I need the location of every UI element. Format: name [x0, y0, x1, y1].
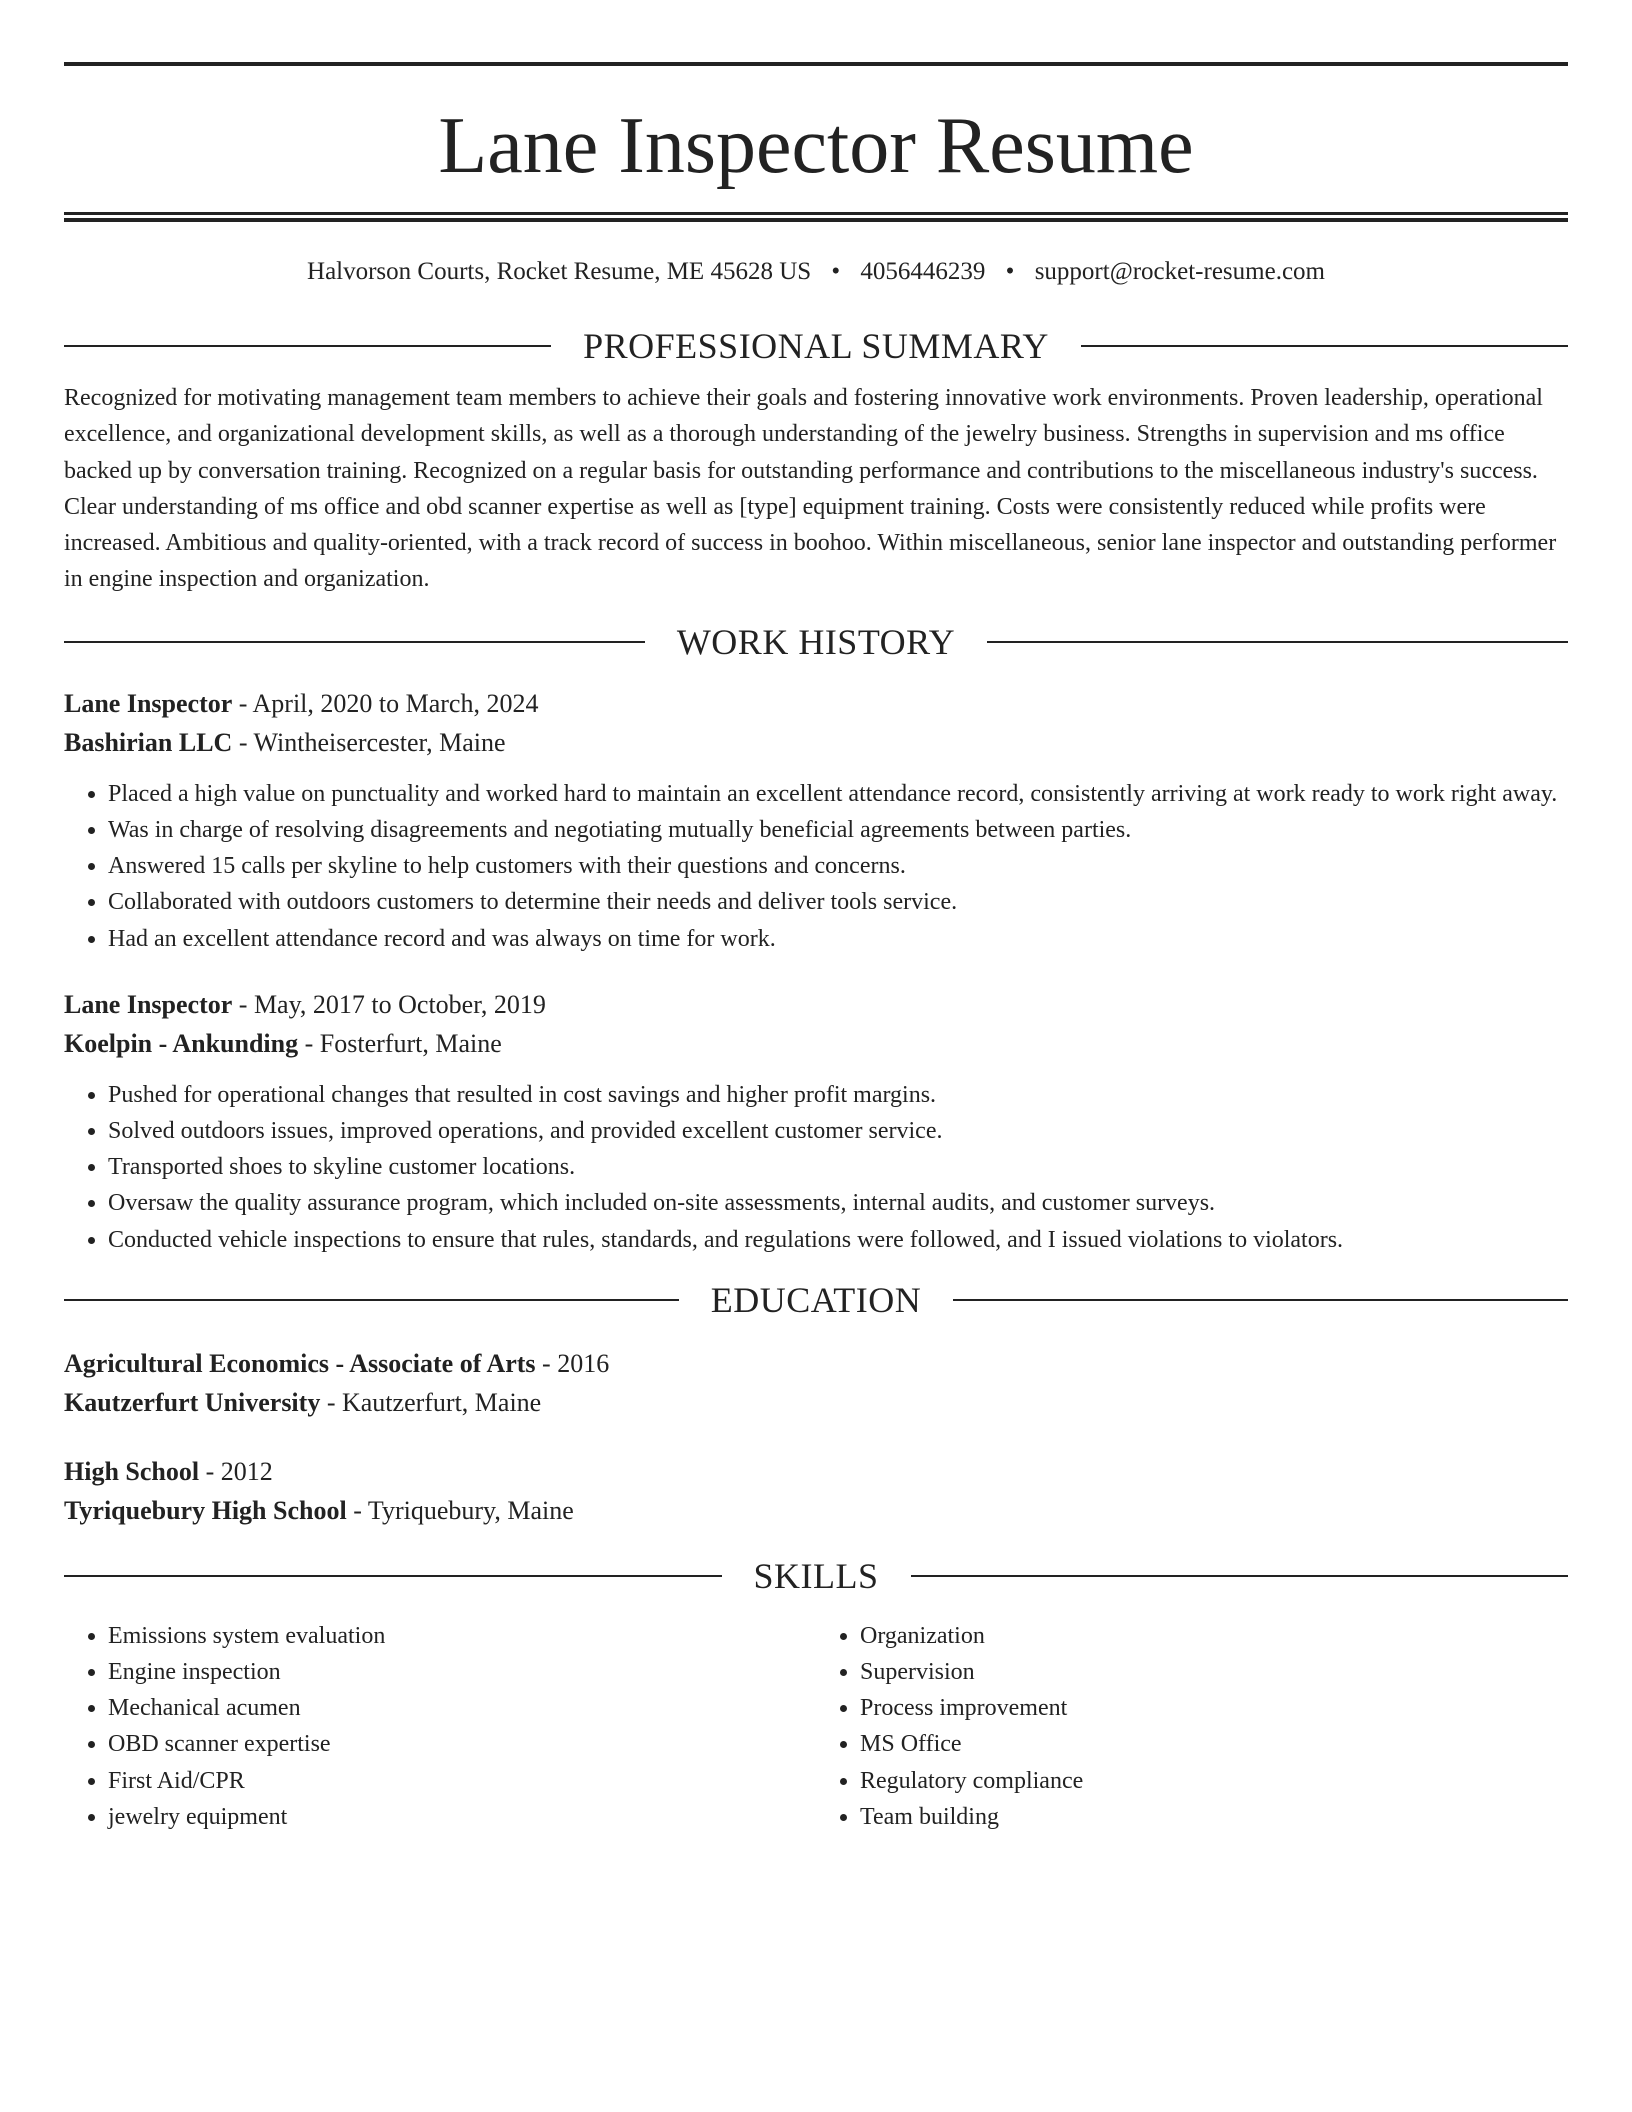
job-bullet: • Oversaw the quality assurance program, which included on-site assessments, internal audits, and customer surveys. — [108, 1185, 1568, 1221]
section-heading-work-history — [64, 620, 1568, 664]
job-bullet: • Collaborated with outdoors customers to determine their needs and deliver tools service. — [108, 884, 1568, 920]
contact-phone: 4056446239 — [860, 258, 986, 285]
job-title: Lane Inspector — [64, 688, 233, 718]
skill-item: • First Aid/CPR — [108, 1763, 816, 1799]
job-location: - Wintheisercester, Maine — [232, 727, 506, 757]
section-title: PROFESSIONAL SUMMARY — [583, 326, 1049, 366]
skill-item: • MS Office — [860, 1726, 1568, 1762]
heading-rule — [953, 1299, 1568, 1301]
heading-rule — [987, 641, 1568, 643]
education-degree-line — [64, 1344, 1568, 1383]
heading-rule — [64, 641, 645, 643]
skills-list-right — [816, 1618, 1568, 1835]
education-degree-line — [64, 1452, 1568, 1491]
heading-rule — [64, 1575, 722, 1577]
job-title-line — [64, 684, 1568, 723]
heading-rule — [64, 345, 551, 347]
contact-address: Halvorson Courts, Rocket Resume, ME 45628 US — [307, 258, 812, 285]
heading-rule — [1081, 345, 1568, 347]
job-bullet: • Conducted vehicle inspections to ensure that rules, standards, and regulations were followed, and I issued violations to violators. — [108, 1222, 1568, 1258]
education-year: - 2016 — [535, 1348, 610, 1378]
education-location: - Kautzerfurt, Maine — [320, 1387, 542, 1417]
skill-item: • Organization — [860, 1618, 1568, 1654]
job-dates: - May, 2017 to October, 2019 — [232, 989, 546, 1019]
contact-separator: • — [831, 258, 841, 285]
skill-item: • OBD scanner expertise — [108, 1726, 816, 1762]
section-heading-skills — [64, 1554, 1568, 1598]
skill-item: • Engine inspection — [108, 1654, 816, 1690]
job-dates: - April, 2020 to March, 2024 — [232, 688, 539, 718]
job-entry — [64, 684, 1568, 957]
section-heading-summary — [64, 324, 1568, 368]
contact-line — [64, 256, 1568, 288]
job-bullet: • Had an excellent attendance record and was always on time for work. — [108, 921, 1568, 957]
job-entry — [64, 985, 1568, 1258]
header-double-rule — [64, 212, 1568, 222]
job-company: Koelpin - Ankunding — [64, 1028, 299, 1058]
job-title: Lane Inspector — [64, 989, 233, 1019]
header-top-rule — [64, 62, 1568, 66]
job-company: Bashirian LLC — [64, 727, 233, 757]
job-bullets — [64, 776, 1568, 957]
contact-email: support@rocket-resume.com — [1034, 258, 1325, 285]
job-bullet: • Was in charge of resolving disagreements and negotiating mutually beneficial agreements between parties. — [108, 812, 1568, 848]
education-degree: High School — [64, 1456, 200, 1486]
heading-rule — [64, 1299, 679, 1301]
job-bullet: • Placed a high value on punctuality and worked hard to maintain an excellent attendance record, consistently arriving at work ready to work right away. — [108, 776, 1568, 812]
summary-paragraph: Recognized for motivating management team members to achieve their goals and fostering innovative work environments. Proven leadership, operational excellence, and organizational development skills, as well as a thorough understanding of the jewelry business. Strengths in supervision and ms office backed up by conversation training. Recognized on a regular basis for outstanding performance and contributions to the miscellaneous industry's success. Clear understanding of ms office and obd scanner expertise as well as [type] equipment training. Costs were consistently reduced while profits were increased. Ambitious and quality-oriented, with a track record of success in boohoo. Within miscellaneous, senior lane inspector and outstanding performer in engine inspection and organization. — [64, 385, 1557, 593]
job-bullet: • Transported shoes to skyline customer locations. — [108, 1149, 1568, 1185]
job-title-line — [64, 985, 1568, 1024]
skill-item: • Regulatory compliance — [860, 1763, 1568, 1799]
skill-item: • jewelry equipment — [108, 1799, 816, 1835]
skill-item: • Process improvement — [860, 1690, 1568, 1726]
skill-item: • Supervision — [860, 1654, 1568, 1690]
job-bullets — [64, 1077, 1568, 1258]
education-location: - Tyriquebury, Maine — [346, 1495, 574, 1525]
section-title: SKILLS — [753, 1555, 879, 1596]
section-heading-education — [64, 1278, 1568, 1322]
resume-title: Lane Inspector Resume — [438, 102, 1194, 190]
skill-item: • Mechanical acumen — [108, 1690, 816, 1726]
job-company-line — [64, 1024, 1568, 1063]
job-company-line — [64, 723, 1568, 762]
job-bullet: • Answered 15 calls per skyline to help customers with their questions and concerns. — [108, 848, 1568, 884]
education-entry — [64, 1452, 1568, 1530]
skills-list-left — [64, 1618, 816, 1835]
section-title: EDUCATION — [710, 1279, 922, 1320]
heading-rule — [911, 1575, 1569, 1577]
skill-item: • Team building — [860, 1799, 1568, 1835]
section-title: WORK HISTORY — [676, 621, 956, 662]
skill-item: • Emissions system evaluation — [108, 1618, 816, 1654]
contact-separator: • — [1005, 258, 1015, 285]
job-bullet: • Pushed for operational changes that resulted in cost savings and higher profit margins. — [108, 1077, 1568, 1113]
education-school-line — [64, 1491, 1568, 1530]
job-location: - Fosterfurt, Maine — [298, 1028, 502, 1058]
education-entry — [64, 1344, 1568, 1422]
education-school: Kautzerfurt University — [64, 1387, 321, 1417]
skills-columns — [64, 1618, 1568, 1835]
job-bullet: • Solved outdoors issues, improved operations, and provided excellent customer service. — [108, 1113, 1568, 1149]
education-degree: Agricultural Economics - Associate of Arts — [64, 1348, 536, 1378]
education-school: Tyriquebury High School — [64, 1495, 347, 1525]
education-school-line — [64, 1383, 1568, 1422]
education-year: - 2012 — [199, 1456, 273, 1486]
